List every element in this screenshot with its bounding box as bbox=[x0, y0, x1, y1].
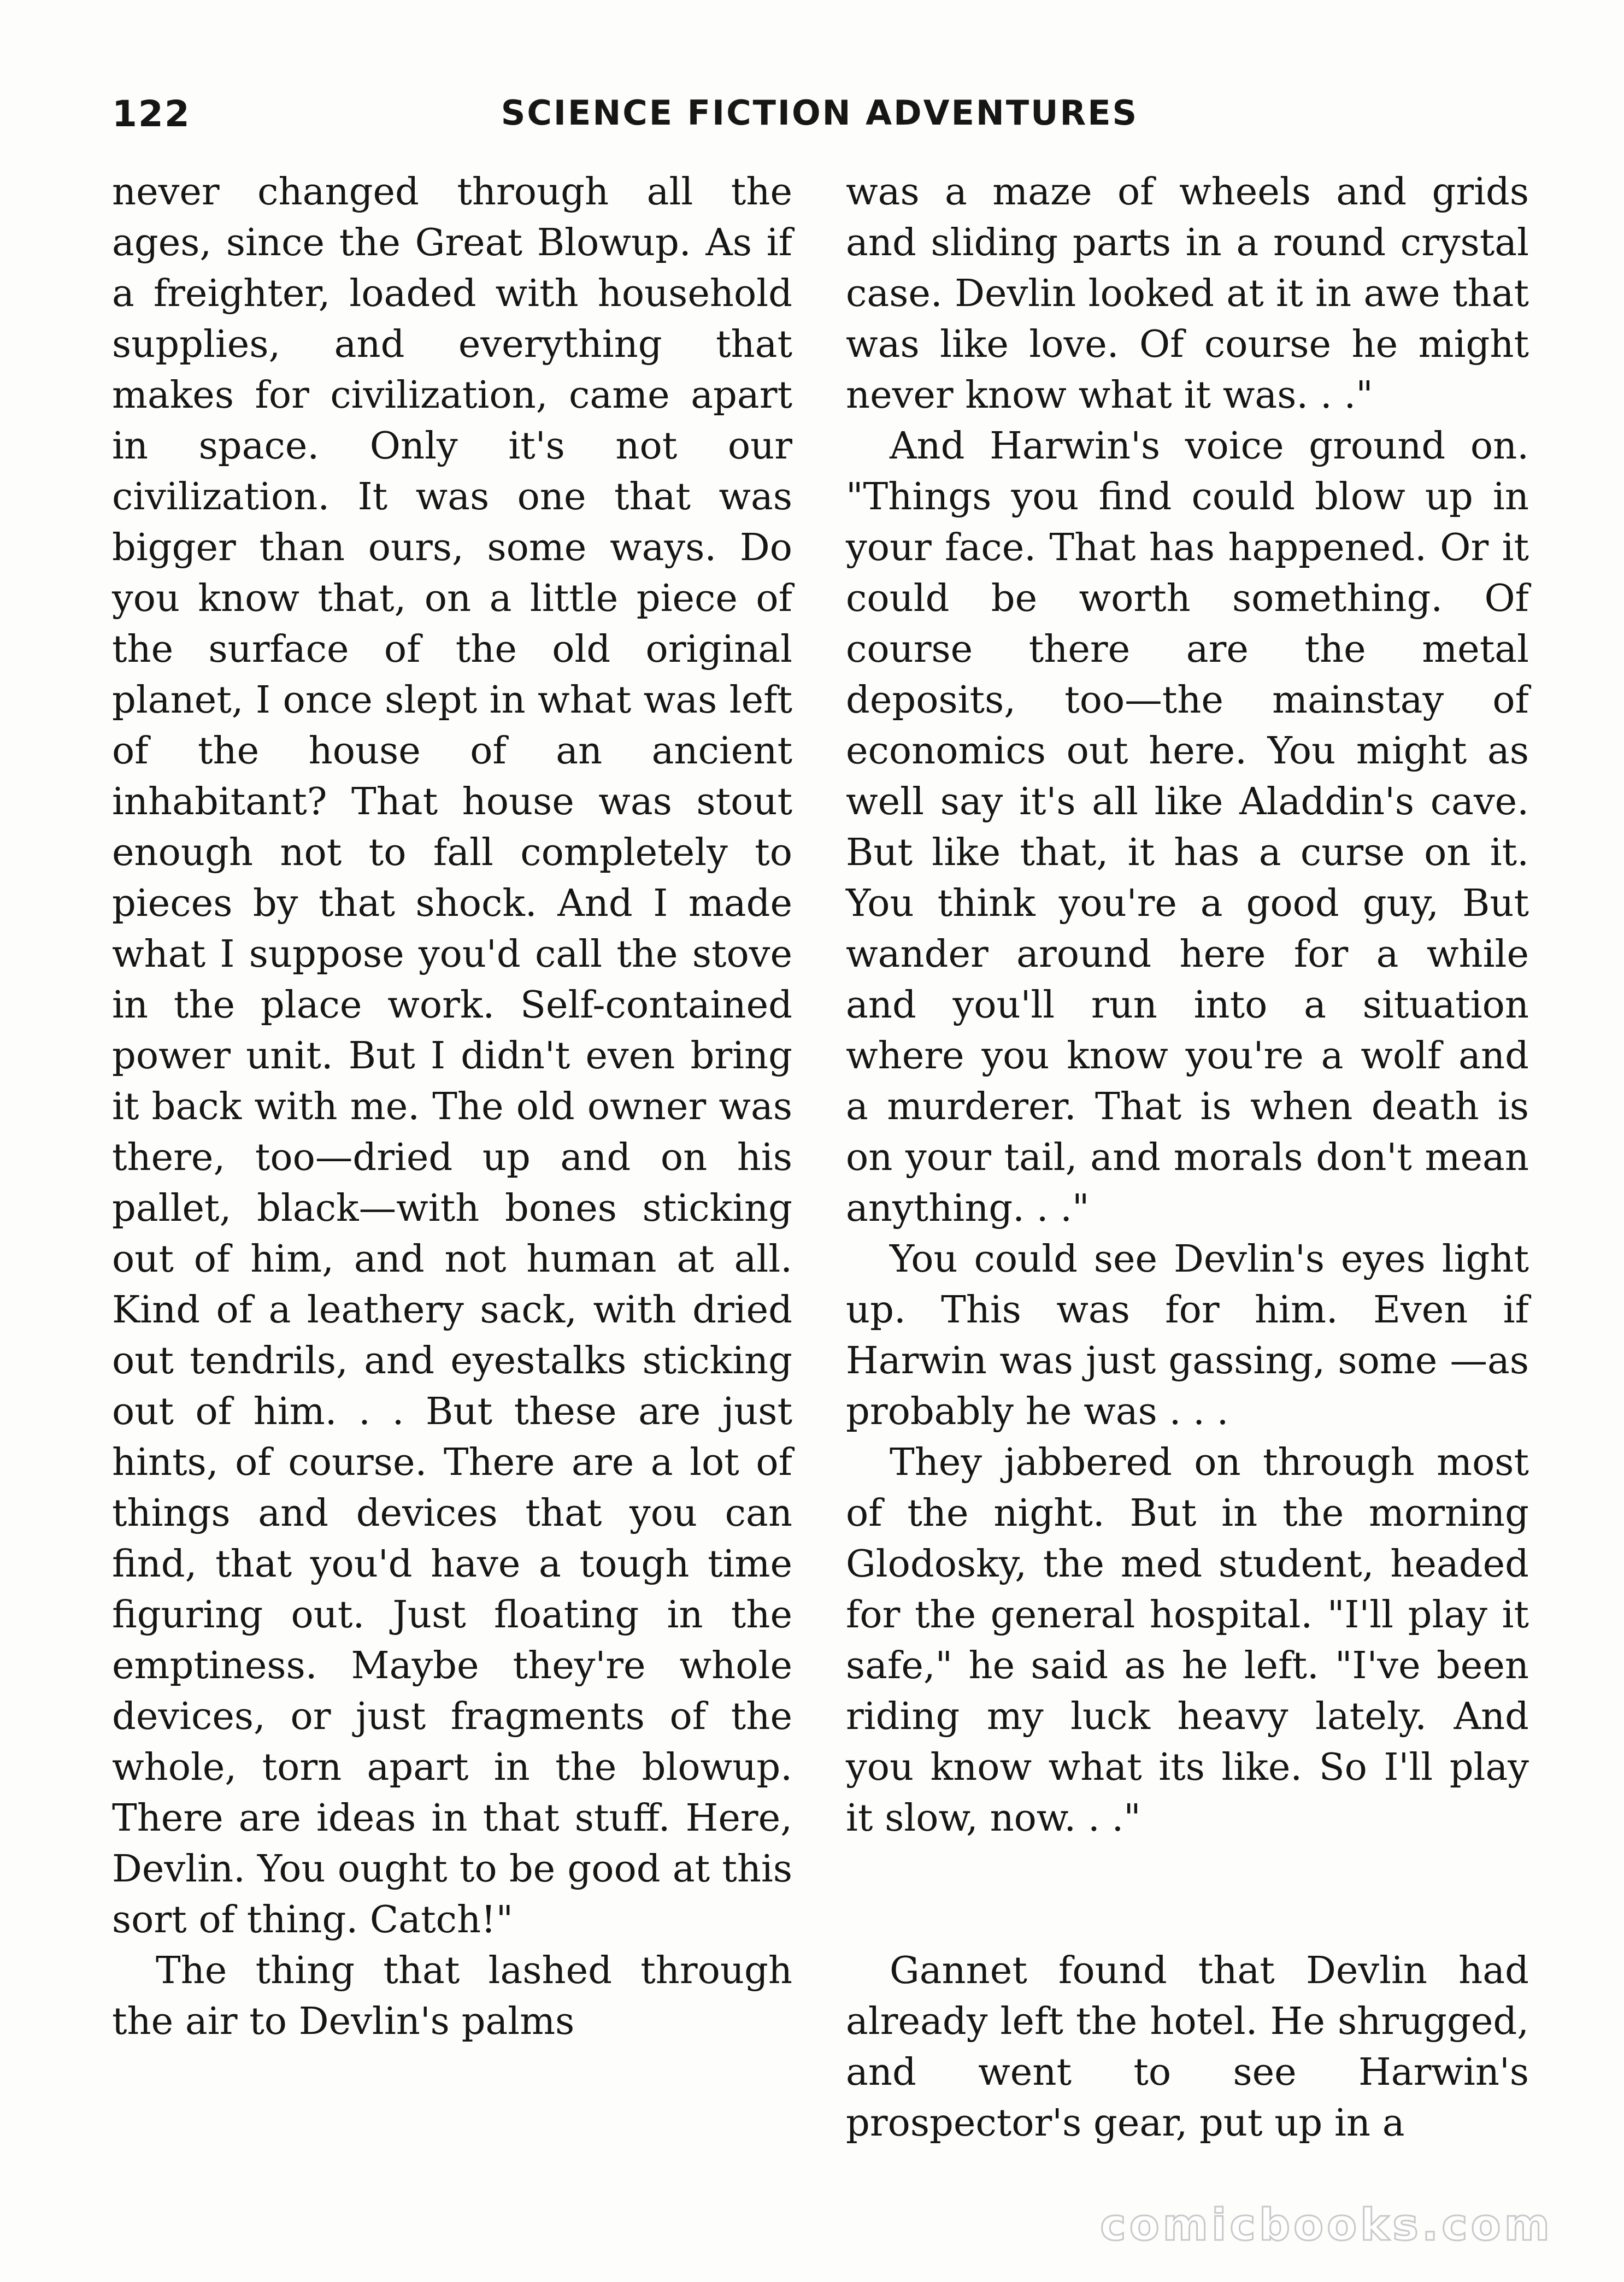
right-column bbox=[846, 167, 1529, 2149]
paragraph: Gannet found that Devlin had already left the hotel. He shrugged, and went to see Harwin's prospector's gear, put up in a bbox=[846, 1949, 1529, 2145]
page-header bbox=[112, 93, 1527, 153]
paragraph: The thing that lashed through the air to Devlin's palms bbox=[112, 1949, 792, 2043]
paragraph: They jabbered on through most of the night. But in the morning Glodosky, the med student, headed for the general hospital. "I'll play it safe," he said as he left. "I've been riding my luck heavy lately. And you know what its like. So I'll play it slow, now. . ." bbox=[846, 1440, 1529, 1840]
paragraph: never changed through all the ages, since the Great Blowup. As if a freighter, loaded with household supplies, and everything that makes for civilization, came apart in space. Only it's not our civilization. It was one that was bigger than ours, some ways. Do you know that, on a little piece of the surface of the old original planet, I once slept in what was left of the house of an ancient inhabitant? That house was stout enough not to fall completely to pieces by that shock. And I made what I suppose you'd call the stove in the place work. Self-contained power unit. But I didn't even bring it back with me. The old owner was there, too—dried up and on his pallet, black—with bones sticking out of him, and not human at all. Kind of a leathery sack, with dried out tendrils, and eyestalks sticking out of him. . . But these are just hints, of course. There are a lot of things and devices that you can find, that you'd have a tough time figuring out. Just floating in the emptiness. Maybe they're whole devices, or just fragments of the whole, torn apart in the blowup. There are ideas in that stuff. Here, Devlin. You ought to be good at this sort of thing. Catch!" bbox=[112, 170, 792, 1942]
watermark: comicbooks.com bbox=[1100, 2199, 1553, 2250]
running-title: SCIENCE FICTION ADVENTURES bbox=[501, 93, 1139, 133]
paragraph: was a maze of wheels and grids and sliding parts in a round crystal case. Devlin looked at it in awe that was like love. Of course he might never know what it was. . ." bbox=[846, 170, 1529, 417]
paragraph: And Harwin's voice ground on. "Things you find could blow up in your face. That has happened. Or it could be worth something. Of course there are the metal deposits, too—the mainstay of economics out here. You might as well say it's all like Aladdin's cave. But like that, it has a curse on it. You think you're a good guy, But wander around here for a while and you'll run into a situation where you know you're a wolf and a murderer. That is when death is on your tail, and morals don't mean anything. . ." bbox=[846, 424, 1529, 1230]
left-column bbox=[112, 167, 792, 2047]
paragraph: You could see Devlin's eyes light up. This was for him. Even if Harwin was just gassing, some —as probably he was . . . bbox=[846, 1237, 1529, 1433]
page-number: 122 bbox=[112, 93, 191, 135]
